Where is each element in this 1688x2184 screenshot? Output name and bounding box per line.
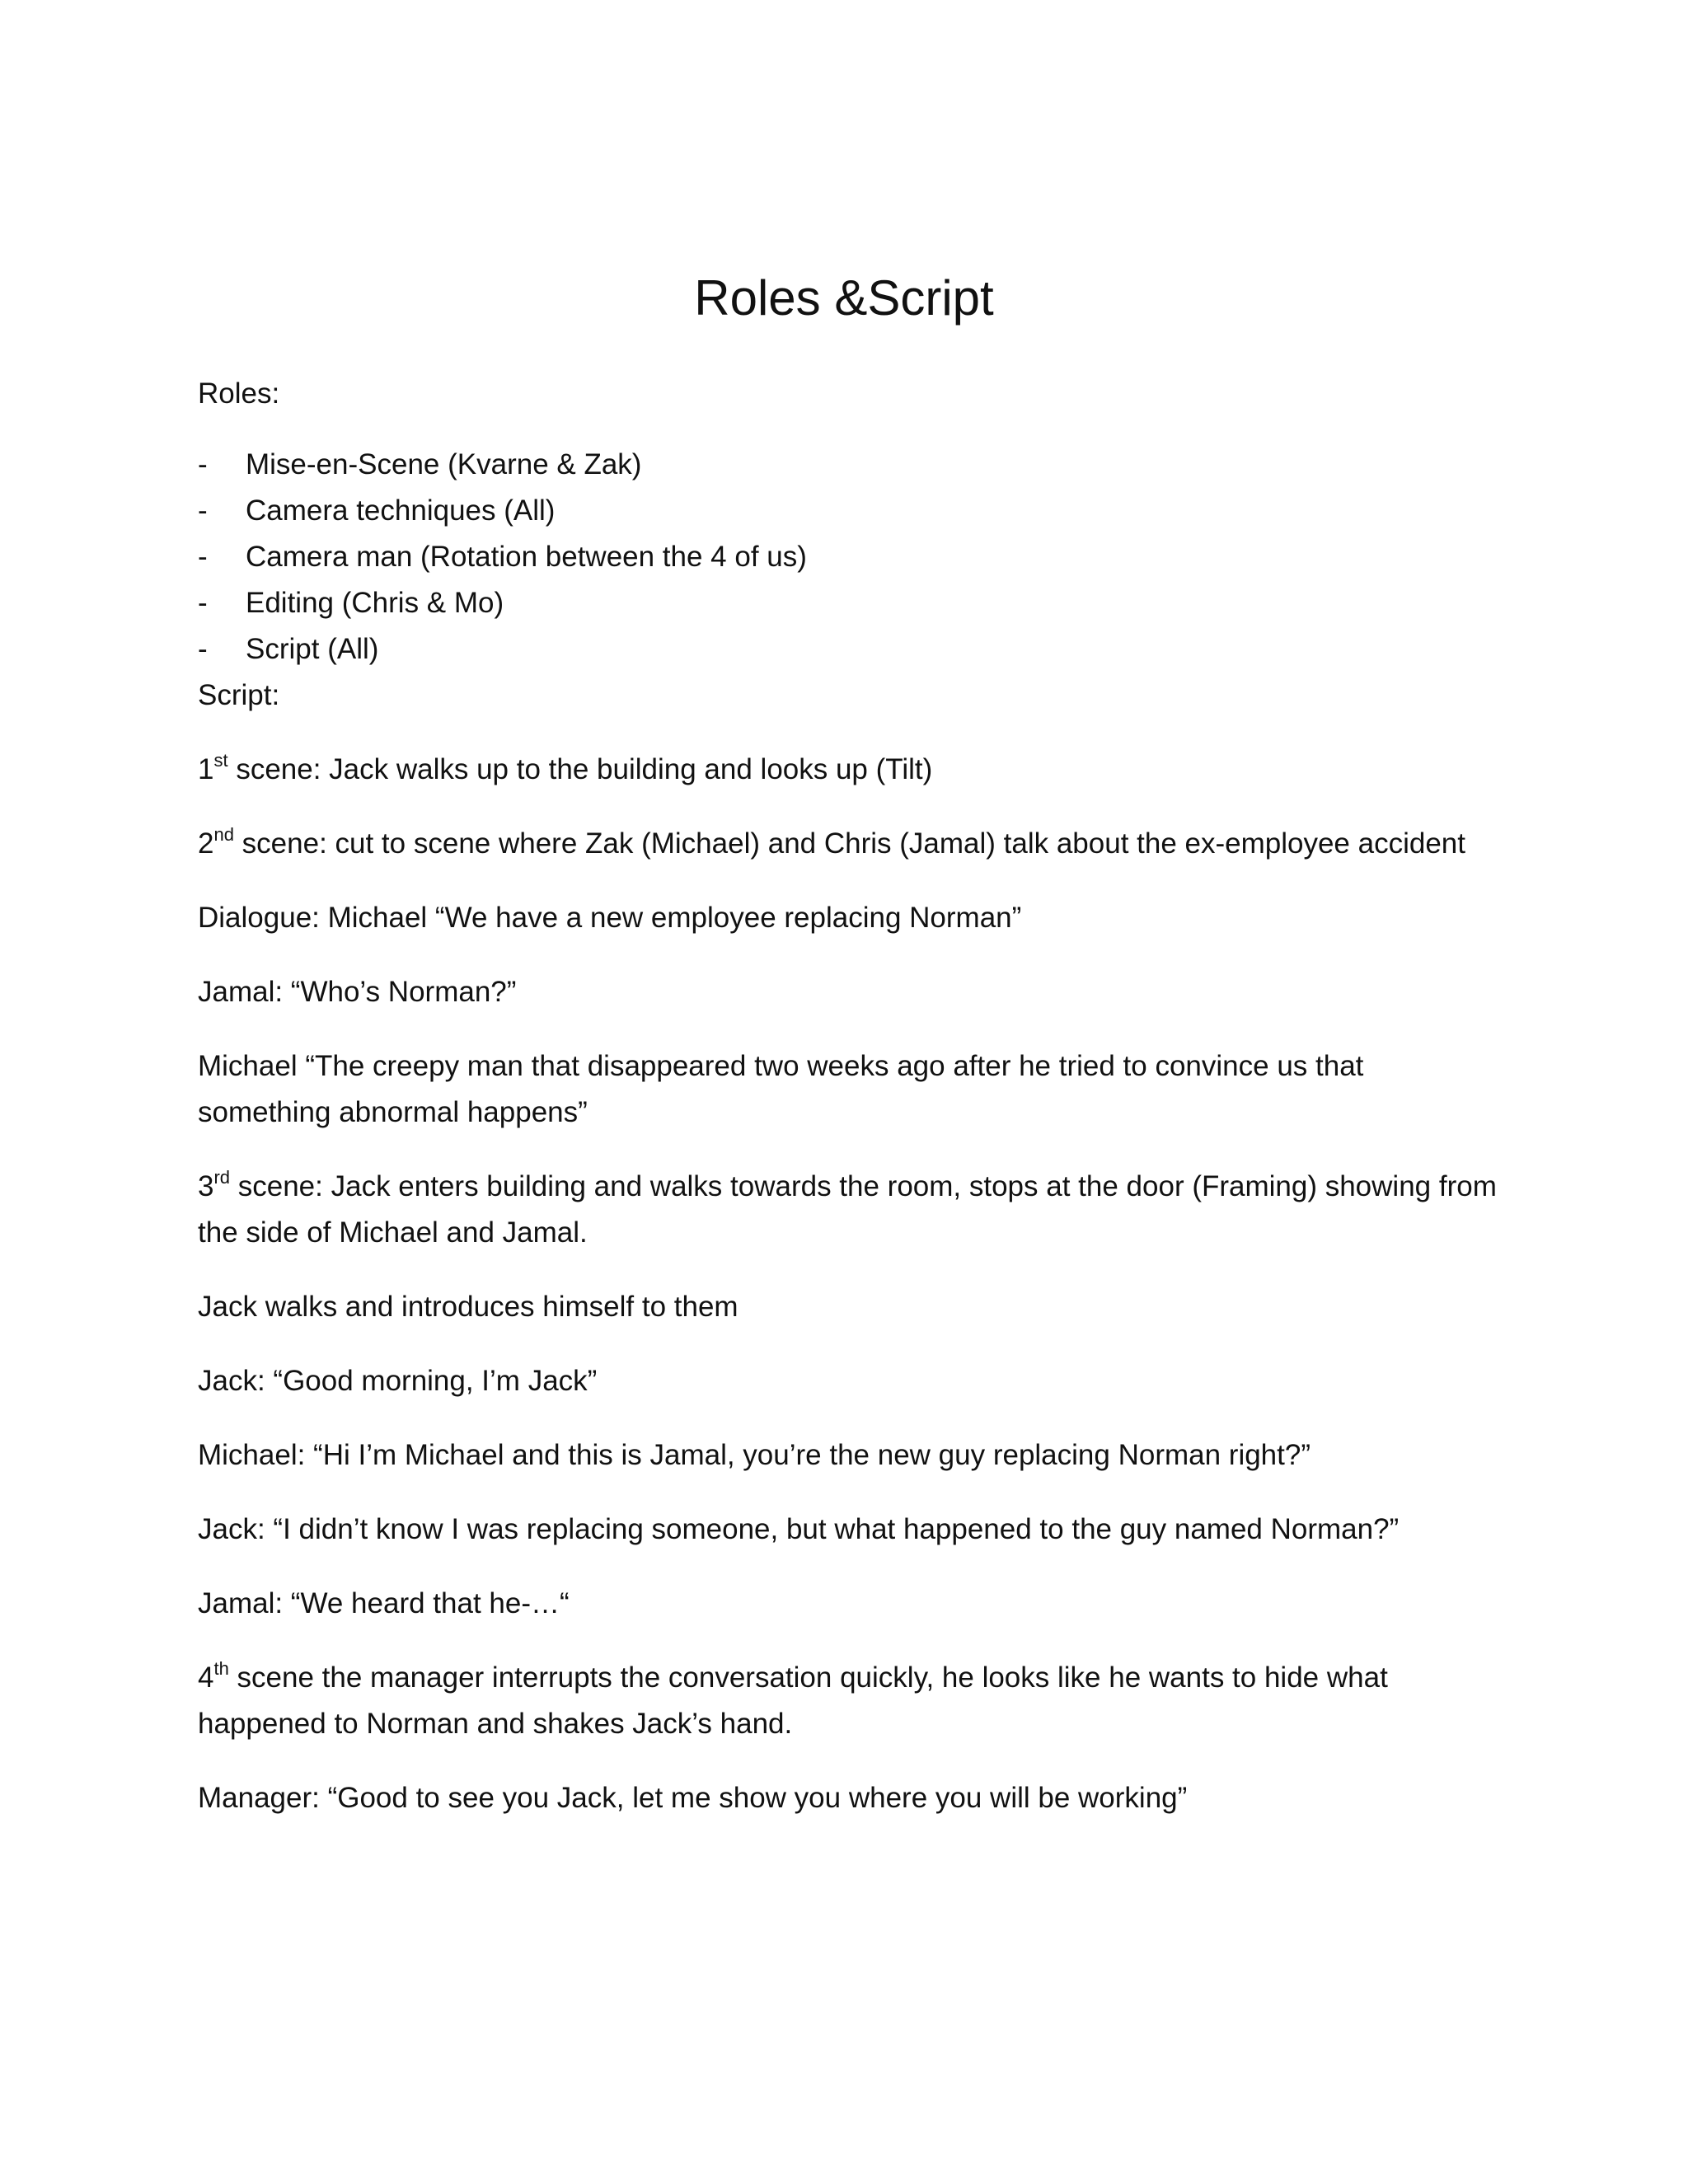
scene-text: scene: Jack enters building and walks towards the room, stops at the door (Framing) showing from the side of Michael and Jamal. <box>198 1170 1497 1249</box>
ordinal-suffix: nd <box>213 824 234 846</box>
ordinal-suffix: th <box>213 1658 229 1680</box>
scene-number: 4 <box>198 1661 214 1694</box>
ordinal-suffix: st <box>213 750 228 771</box>
list-item <box>198 626 1500 673</box>
scene-text: scene the manager interrupts the conversation quickly, he looks like he wants to hide what happened to Norman and shakes Jack’s hand. <box>198 1661 1388 1740</box>
script-line: Jack: “Good morning, I’m Jack” <box>198 1365 598 1397</box>
list-item-text: Editing (Chris & Mo) <box>246 587 504 619</box>
script-line: Jack walks and introduces himself to them <box>198 1291 738 1323</box>
script-scene-3 <box>198 1164 1500 1256</box>
document-body <box>198 371 1500 1849</box>
script-line: Michael: “Hi I’m Michael and this is Jamal, you’re the new guy replacing Norman right?” <box>198 1439 1311 1471</box>
scene-number: 1 <box>198 753 214 785</box>
script-scene-1 <box>198 747 1500 793</box>
script-scene-4 <box>198 1655 1500 1747</box>
list-item-text: Script (All) <box>246 633 379 665</box>
script-line: Jamal: “We heard that he-…“ <box>198 1587 570 1619</box>
list-item <box>198 442 1500 488</box>
scene-text: scene: cut to scene where Zak (Michael) and Chris (Jamal) talk about the ex-employee accident <box>233 827 1465 860</box>
scene-number: 2 <box>198 827 214 860</box>
list-item <box>198 488 1500 534</box>
list-bullet: - <box>198 633 208 665</box>
list-bullet: - <box>198 494 208 527</box>
list-bullet: - <box>198 587 208 619</box>
ordinal-suffix: rd <box>213 1167 231 1188</box>
script-line: Dialogue: Michael “We have a new employee replacing Norman” <box>198 902 1022 934</box>
roles-heading: Roles: <box>198 377 280 410</box>
list-item <box>198 534 1500 580</box>
script-line: Manager: “Good to see you Jack, let me show you where you will be working” <box>198 1782 1188 1814</box>
list-item-text: Camera techniques (All) <box>246 494 556 527</box>
script-heading: Script: <box>198 679 280 711</box>
script-line: Michael “The creepy man that disappeared two weeks ago after he tried to convince us that something abnormal happens” <box>198 1050 1364 1128</box>
list-bullet: - <box>198 448 208 480</box>
script-line: Jack: “I didn’t know I was replacing someone, but what happened to the guy named Norman?” <box>198 1513 1400 1545</box>
page-title: Roles &Script <box>694 270 994 326</box>
roles-list <box>198 442 1500 673</box>
script-scene-2 <box>198 821 1500 867</box>
list-bullet: - <box>198 541 208 573</box>
script-line: Jamal: “Who’s Norman?” <box>198 976 517 1008</box>
list-item <box>198 580 1500 626</box>
scene-text: scene: Jack walks up to the building and looks up (Tilt) <box>227 753 933 785</box>
list-item-text: Mise-en-Scene (Kvarne & Zak) <box>246 448 642 480</box>
scene-number: 3 <box>198 1170 214 1202</box>
list-item-text: Camera man (Rotation between the 4 of us) <box>246 541 807 573</box>
